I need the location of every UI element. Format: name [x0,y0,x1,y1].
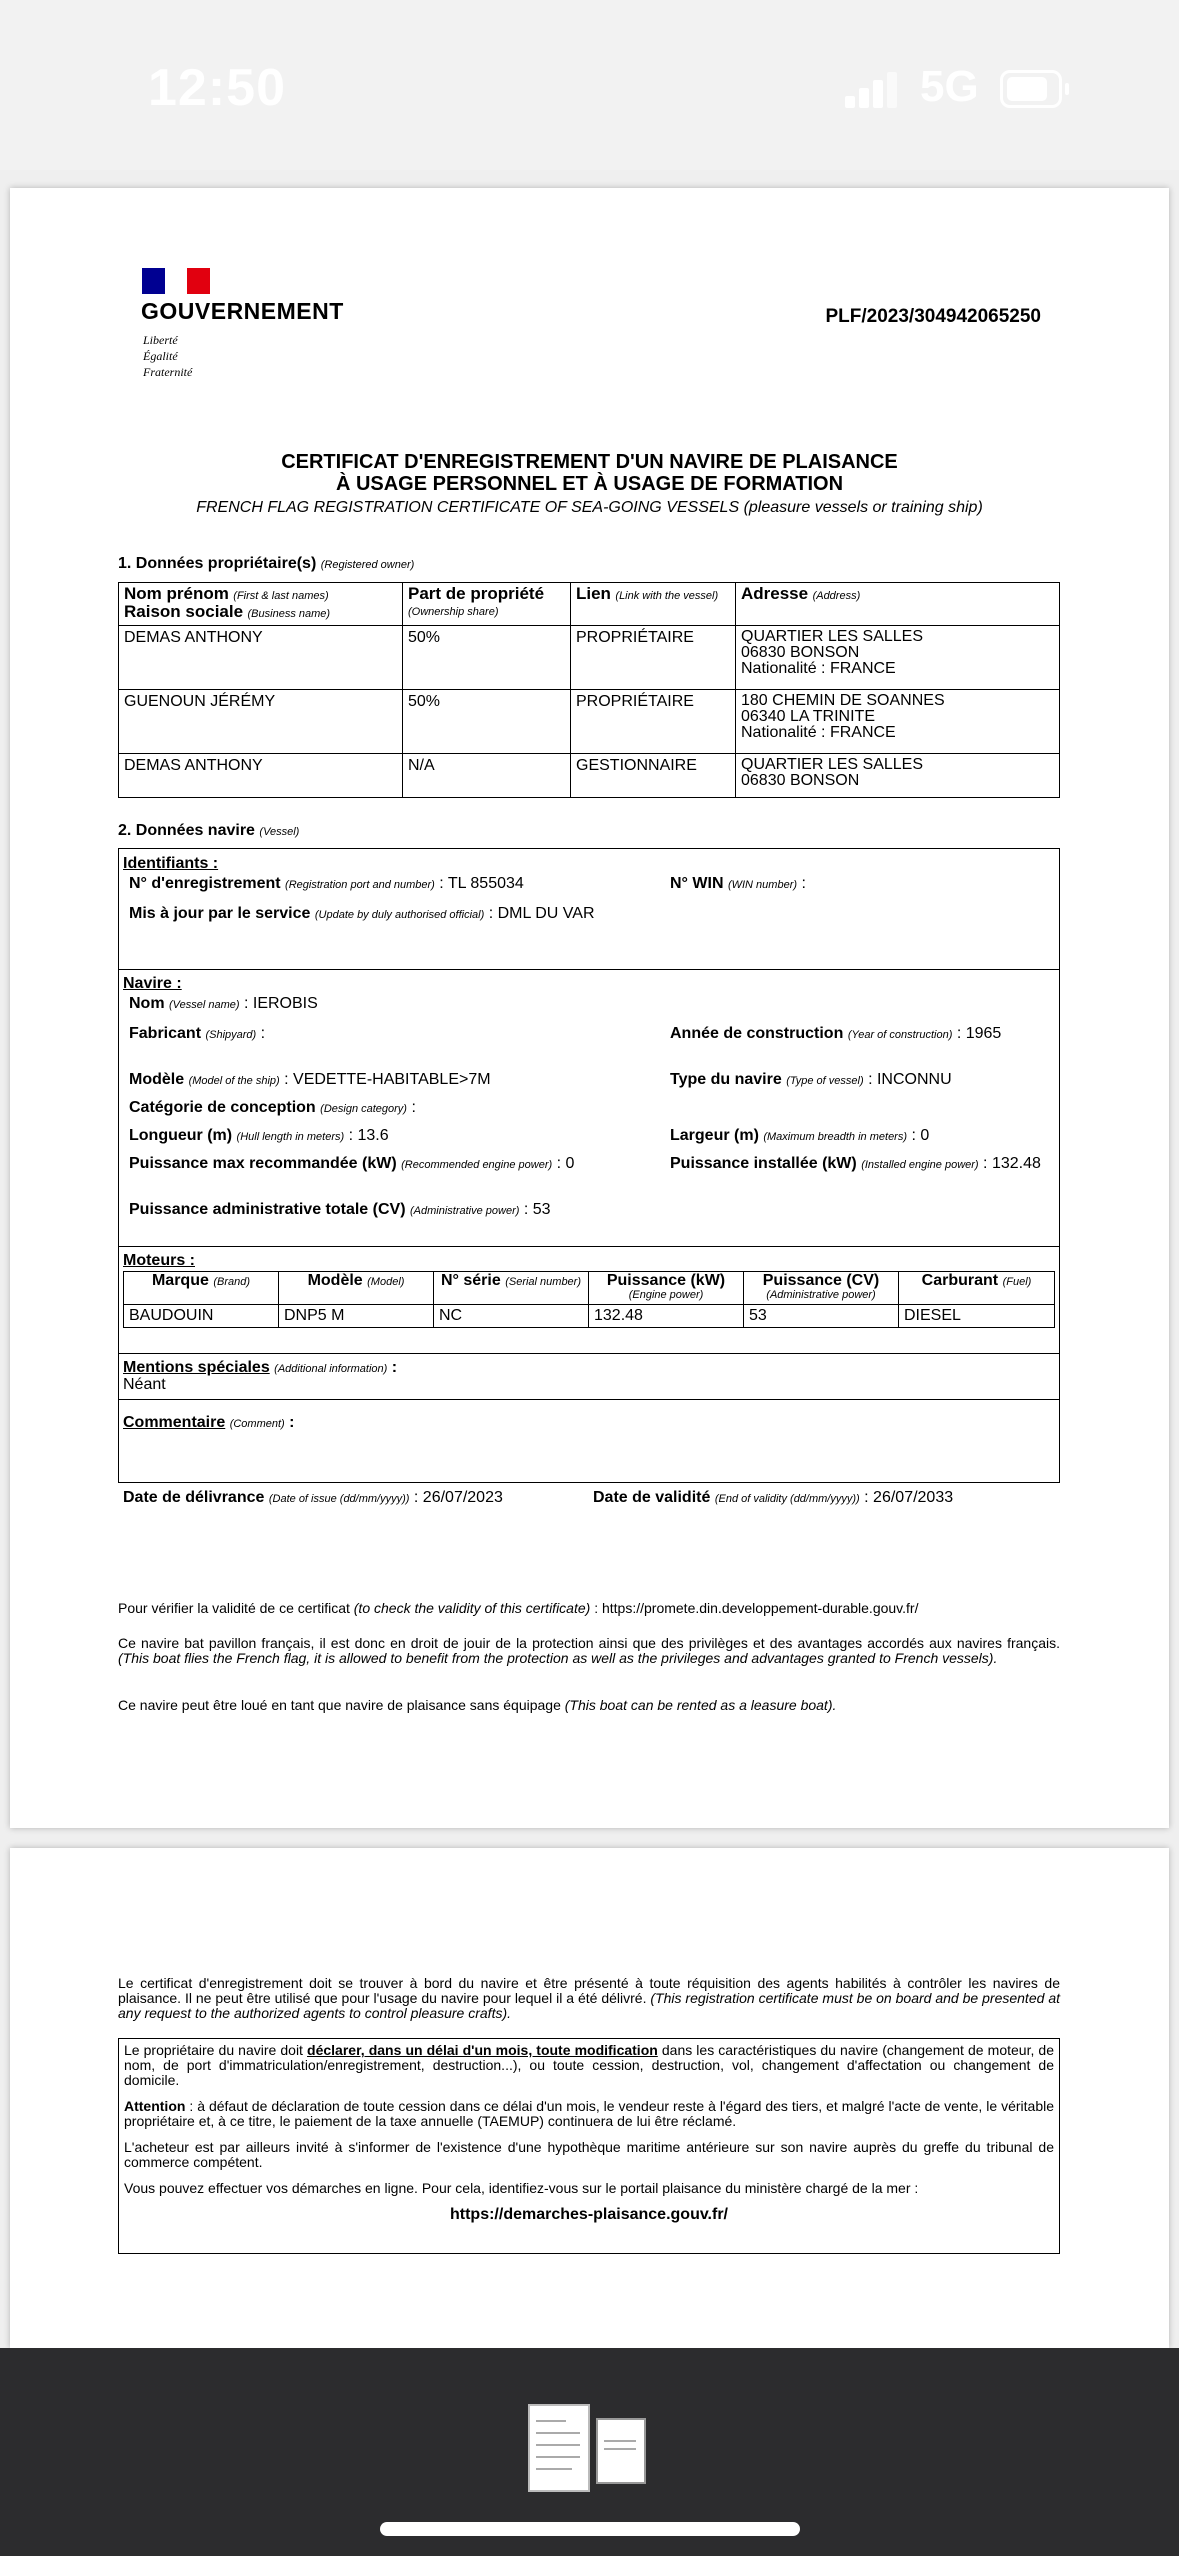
col-business-en: (Business name) [247,608,331,620]
owner-name: GUENOUN JÉRÉMY [119,690,403,754]
update-label: Mis à jour par le service [129,905,311,922]
installed-power-label: Puissance installée (kW) [670,1155,857,1172]
length-en: (Hull length in meters) [236,1131,345,1143]
engine-col [279,1272,434,1305]
owners-section-en: (Registered owner) [320,559,415,571]
french-flag-logo [142,268,210,294]
address-line: 180 CHEMIN DE SOANNES [741,692,945,709]
breadth-en: (Maximum breadth in meters) [763,1131,908,1143]
type-field [670,1071,952,1090]
validity-date-field [593,1489,953,1508]
comment-field [123,1414,295,1433]
address-line: Nationalité : FRANCE [741,724,896,741]
col-share-label: Part de propriété [408,584,545,603]
address-line: 06830 BONSON [741,772,860,789]
col-name-label: Nom prénom [124,584,229,603]
special-value: Néant [123,1376,166,1393]
col-address-en: (Address) [812,590,861,602]
vessel-section-en: (Vessel) [259,826,300,838]
owner-address [736,626,1060,690]
gouvernement-label: GOUVERNEMENT [141,298,344,324]
win-label: N° WIN [670,875,724,892]
owner-link: PROPRIÉTAIRE [571,626,736,690]
engine-col-en: (Engine power) [628,1289,704,1301]
owner-address [736,690,1060,754]
length-value: : 13.6 [348,1127,389,1144]
issue-date-value: : 26/07/2023 [413,1489,503,1506]
validity-date-en: (End of validity (dd/mm/yyyy)) [714,1493,860,1505]
motto-egalite: Égalité [143,349,178,363]
comment-label: Commentaire [123,1414,226,1431]
owner-share: 50% [403,626,571,690]
vessel-box [118,848,1060,1483]
address-line: QUARTIER LES SALLES [741,628,923,645]
admin-power-en: (Administrative power) [409,1205,520,1217]
owner-link: PROPRIÉTAIRE [571,690,736,754]
installed-power-value: : 132.48 [983,1155,1041,1172]
model-en: (Model of the ship) [188,1075,280,1087]
owner-share: N/A [403,754,571,798]
obligation-paragraph-2 [124,2099,1054,2129]
design-field [129,1099,416,1118]
admin-power-label: Puissance administrative totale (CV) [129,1201,406,1218]
model-value: : VEDETTE-HABITABLE>7M [284,1071,491,1088]
obligation-paragraph-3: L'acheteur est par ailleurs invité à s'informer de l'existence d'une hypothèque maritime antérieure sur son navire auprès du greffe du tribunal de commerce compétent. [124,2139,1054,2170]
address-line: 06830 BONSON [741,644,860,661]
owner-share: 50% [403,690,571,754]
year-field [670,1025,1050,1044]
rent-text: Ce navire peut être loué en tant que navire de plaisance sans équipage [118,1697,561,1713]
special-en: (Additional information) [274,1363,388,1375]
engine-col-label: Modèle [307,1272,363,1289]
battery-icon [1000,70,1062,108]
length-field [129,1127,389,1146]
engine-fuel: DIESEL [899,1305,1055,1328]
document-page-1[interactable] [10,188,1169,1828]
col-address [736,583,1060,626]
col-address-label: Adresse [741,584,809,603]
col-name [119,583,403,626]
max-power-label: Puissance max recommandée (kW) [129,1155,397,1172]
intro-en: (This registration certificate must be on board and be presented at any request to the authorized agents to control pleasure crafts). [118,1990,1060,2021]
owner-address [736,754,1060,798]
signal-icon [845,72,897,108]
registration-value: : TL 855034 [439,875,524,892]
win-value: : [801,875,806,892]
owners-section-title [118,555,414,573]
special-label: Mentions spéciales [123,1359,270,1376]
engine-col-label: N° série [440,1272,501,1289]
max-power-value: : 0 [556,1155,575,1172]
engine-col [124,1272,279,1305]
page-2-thumbnail[interactable] [596,2418,646,2484]
p1-emphasis: déclarer, dans un délai d'un mois, toute modification [307,2042,658,2058]
design-en: (Design category) [320,1103,407,1115]
status-bar [0,0,1179,170]
divider [119,1246,1059,1247]
installed-power-field [670,1155,1055,1174]
engine-col [744,1272,899,1305]
model-field [129,1071,491,1090]
name-field [129,995,318,1014]
obligation-paragraph-1 [124,2043,1054,2088]
year-en: (Year of construction) [847,1029,953,1041]
registration-en: (Registration port and number) [285,879,435,891]
issue-date-en: (Date of issue (dd/mm/yyyy)) [268,1493,410,1505]
owners-section-label: 1. Données propriétaire(s) [118,555,317,572]
update-field [129,905,639,924]
registration-label: N° d'enregistrement [129,875,281,892]
validity-date-value: : 26/07/2033 [864,1489,954,1506]
identifiers-title: Identifiants : [123,855,219,872]
address-line: QUARTIER LES SALLES [741,756,923,773]
obligations-box [118,2038,1060,2254]
max-power-field [129,1155,574,1174]
certificate-reference: PLF/2023/304942065250 [825,306,1041,327]
col-link [571,583,736,626]
engine-col [899,1272,1055,1305]
engine-col-en: (Model) [367,1276,405,1288]
win-field [670,875,806,894]
update-value: : DML DU VAR [488,905,595,922]
admin-power-field [129,1201,551,1220]
engine-col [434,1272,589,1305]
col-link-label: Lien [576,584,611,603]
page-1-thumbnail[interactable] [528,2404,590,2492]
engines-title: Moteurs : [123,1252,195,1269]
update-en: (Update by duly authorised official) [314,909,485,921]
model-label: Modèle [129,1071,185,1088]
obligation-paragraph-4: Vous pouvez effectuer vos démarches en ligne. Pour cela, identifiez-vous sur le portail plaisance du ministère chargé de la mer : [124,2180,919,2196]
verify-text: Pour vérifier la validité de ce certificat [118,1600,350,1616]
engine-col-label: Carburant [921,1272,999,1289]
col-name-en: (First & last names) [233,590,329,602]
name-en: (Vessel name) [169,999,240,1011]
divider [119,1399,1059,1400]
shipyard-en: (Shipyard) [205,1029,257,1041]
engine-col-en: (Serial number) [505,1276,582,1288]
breadth-field [670,1127,929,1146]
engine-col-label: Marque [151,1272,209,1289]
owners-header-row [119,583,1060,626]
type-en: (Type of vessel) [786,1075,864,1087]
engine-col-en: (Brand) [213,1276,251,1288]
network-label: 5G [920,62,979,111]
address-line: 06340 LA TRINITE [741,708,875,725]
flag-text: Ce navire bat pavillon français, il est donc en droit de jouir de la protection ainsi que des privilèges et des avantages accordés aux navires français. [118,1635,1060,1651]
name-label: Nom [129,995,165,1012]
page-thumbnail-bar [0,2348,1179,2556]
breadth-label: Largeur (m) [670,1127,759,1144]
engines-table [123,1271,1055,1328]
vessel-section-title [118,822,299,840]
home-indicator[interactable] [380,2522,800,2536]
length-label: Longueur (m) [129,1127,233,1144]
table-row [119,690,1060,754]
divider [119,969,1059,970]
year-value: : 1965 [956,1025,1002,1042]
vessel-section-label: 2. Données navire [118,822,255,839]
col-share-en: (Ownership share) [408,606,499,618]
engine-power-cv: 53 [744,1305,899,1328]
owner-name: DEMAS ANTHONY [119,626,403,690]
address-line: Nationalité : FRANCE [741,660,896,677]
rent-note [118,1698,1060,1713]
registration-field [129,875,524,894]
shipyard-value: : [260,1025,266,1042]
owner-name: DEMAS ANTHONY [119,754,403,798]
title-line-2: À USAGE PERSONNEL ET À USAGE DE FORMATION [335,473,844,495]
verify-url[interactable]: : https://promete.din.developpement-durable.gouv.fr/ [594,1600,919,1616]
col-link-en: (Link with the vessel) [615,590,719,602]
verify-note [118,1601,1060,1616]
title-line-1: CERTIFICAT D'ENREGISTREMENT D'UN NAVIRE DE PLAISANCE [281,451,898,473]
rent-en: (This boat can be rented as a leasure boat). [564,1697,837,1713]
engine-col [589,1272,744,1305]
engine-col-en: (Fuel) [1002,1276,1032,1288]
document-page-2[interactable] [10,1848,1169,2348]
p2-text: : à défaut de déclaration de toute cession dans ce délai d'un mois, le vendeur reste à l'égard des tiers, et malgré l'acte de vente, le véritable propriétaire et, à ce titre, le paiement de la taxe annuelle (TAEMUP) continuera de lui être réclamé. [124,2098,1055,2129]
document-title [10,451,1169,517]
max-power-en: (Recommended engine power) [401,1159,553,1171]
owners-table [118,582,1060,798]
motto [143,332,192,380]
owner-link: GESTIONNAIRE [571,754,736,798]
name-value: : IEROBIS [243,995,318,1012]
comment-colon: : [289,1414,295,1431]
win-en: (WIN number) [727,879,798,891]
table-row [124,1305,1055,1328]
admin-power-value: : 53 [523,1201,551,1218]
p2-attention: Attention [124,2098,186,2114]
engine-col-en: (Administrative power) [766,1289,876,1301]
table-row [119,754,1060,798]
engine-brand: BAUDOUIN [124,1305,279,1328]
comment-en: (Comment) [229,1418,285,1430]
divider [119,1353,1059,1354]
design-value: : [411,1099,416,1116]
title-line-3: FRENCH FLAG REGISTRATION CERTIFICATE OF SEA-GOING VESSELS (pleasure vessels or training ship) [196,499,983,516]
special-colon: : [391,1359,398,1376]
installed-power-en: (Installed engine power) [861,1159,979,1171]
engine-model: DNP5 M [279,1305,434,1328]
col-business-label: Raison sociale [124,602,244,621]
flag-en: (This boat flies the French flag, it is allowed to benefit from the protection as well as the privileges and advantages granted to French vessels). [118,1650,998,1666]
year-label: Année de construction [670,1025,844,1042]
motto-liberte: Liberté [143,333,178,347]
engine-col-label: Puissance (CV) [762,1272,880,1289]
col-share [403,583,571,626]
type-label: Type du navire [670,1071,782,1088]
demarches-link[interactable]: https://demarches-plaisance.gouv.fr/ [450,2206,728,2223]
intro-note [118,1976,1060,2021]
shipyard-label: Fabricant [129,1025,202,1042]
issue-date-field [123,1489,503,1508]
status-time: 12:50 [148,59,286,117]
validity-date-label: Date de validité [593,1489,711,1506]
verify-en: (to check the validity of this certificate) [353,1600,591,1616]
type-value: : INCONNU [868,1071,952,1088]
intro-text: Le certificat d'enregistrement doit se trouver à bord du navire et être présenté à toute réquisition des agents habilités à contrôler les navires de plaisance. Il ne peut être utilisé que pour l'usage du navire pour lequel il a été délivré. [118,1975,1060,2006]
shipyard-field [129,1025,265,1044]
breadth-value: : 0 [911,1127,930,1144]
design-label: Catégorie de conception [129,1099,316,1116]
engine-col-label: Puissance (kW) [606,1272,726,1289]
ship-title: Navire : [123,975,182,992]
motto-fraternite: Fraternité [143,365,193,379]
p1-start: Le propriétaire du navire doit [124,2042,303,2058]
p1-end: dans les caractéristiques du navire (changement de moteur, de nom, de port d'immatriculation/enregistrement, destruction...), ou toute cession, destruction, vol, changement d'affectation ou changement de domicile. [124,2042,1054,2088]
table-row [119,626,1060,690]
issue-date-label: Date de délivrance [123,1489,265,1506]
engine-serial: NC [434,1305,589,1328]
engine-power-kw: 132.48 [589,1305,744,1328]
flag-note [118,1636,1060,1666]
engines-header-row [124,1272,1055,1305]
